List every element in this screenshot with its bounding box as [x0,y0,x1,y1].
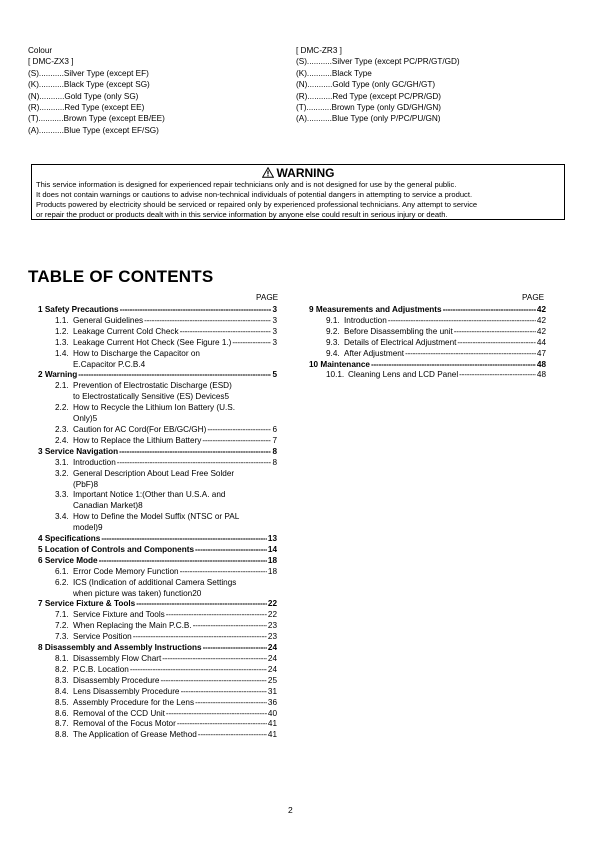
toc-entry-title: P.C.B. Location [73,664,129,674]
toc-entry-title: General Description About Lead Free Solder [73,468,235,478]
toc-entry-number: 10.1. [326,370,345,380]
toc-entry-title: Service Position [73,632,132,642]
toc-entry-title: Before Disassembling the unit [344,326,453,336]
toc-entry-page: 3 [272,326,277,336]
toc-entry [38,338,277,349]
toc-entry-title: ICS (Indication of additional Camera Settings [73,577,237,587]
toc-entry [38,327,277,338]
toc-leader [136,599,267,610]
toc-entry-title: 5 Location of Controls and Components [38,544,195,554]
toc-leader [133,632,267,643]
toc-entry [38,425,277,436]
toc-entry-page: 24 [267,643,277,653]
toc-entry-page: 24 [267,654,277,663]
toc-entry-line [309,338,546,349]
toc-entry-title: After Adjustment [344,348,405,358]
toc-entry-continuation [38,392,277,403]
toc-entry-page: 24 [267,664,277,674]
colour-heading: Colour [28,46,53,55]
page-column-header: PAGE [256,293,279,302]
toc-entry-line [38,436,277,447]
toc-entry-line [38,730,277,741]
toc-entry-title: 3 Service Navigation [38,446,119,456]
toc-entry-title: Removal of the CCD Unit [73,708,165,718]
toc-entry-title: 6 Service Mode [38,555,98,565]
toc-entry [38,370,277,381]
toc-entry [38,556,277,567]
toc-entry [38,305,277,316]
toc-entry-title: Caution for AC Cord(For EB/GC/GH) [73,424,207,434]
toc-entry [38,730,277,741]
toc-entry-title: Removal of the Focus Motor [73,719,176,729]
colour-list-zr3 [296,45,576,125]
warning-line: It does not contain warnings or cautions to advise non-technical individuals of potential dangers in attempting to service a product. [36,190,473,199]
toc-entry-title: Important Notice 1:(Other than U.S.A. and [73,490,226,500]
colour-line: (N)...........Gold Type (only SG) [28,91,139,101]
toc-entry-number: 8.5. [55,697,69,707]
toc-entry-number: 2.1. [55,381,69,391]
toc-entry-page: 22 [267,599,277,609]
toc-entry-title: Introduction [344,315,387,325]
toc-entry-title: How to Recycle the Lithium Ion Battery (U.S. [73,403,235,413]
colour-line: (T)...........Brown Type (only GD/GH/GN) [296,103,441,113]
toc-entry-continuation [38,523,277,534]
toc-entry-page: 42 [536,305,546,314]
toc-entry-page: 47 [536,348,546,358]
warning-line: or repair the product or products dealt with in this service information by anyone else could result in serious injury or death. [36,210,448,219]
toc-entry-number: 8.8. [55,730,69,740]
toc-entry-continuation [38,414,277,425]
toc-leader [181,687,267,698]
toc-entry-page: 5 [272,370,277,380]
warning-triangle-icon [262,167,274,178]
colour-line: (R)...........Red Type (except PC/PR/GD) [296,91,441,101]
toc-entry [309,327,546,338]
toc-entry [38,654,277,665]
toc-entry-number: 9.3. [326,337,340,347]
toc-entry-line [38,512,277,523]
toc-entry-line [38,349,277,360]
toc-entry-title: How to Replace the Lithium Battery [73,435,202,445]
toc-entry [38,665,277,676]
colour-line: (R)...........Red Type (except EE) [28,103,145,113]
toc-entry-continuation [38,480,277,491]
toc-entry [38,698,277,709]
toc-entry [38,381,277,403]
toc-entry-line [38,610,277,621]
toc-entry [38,458,277,469]
toc-entry-title: Lens Disassembly Procedure [73,686,180,696]
toc-leader [202,436,271,447]
toc-entry-line [38,403,277,414]
toc-entry [38,349,277,371]
toc-entry-page: 3 [272,315,277,325]
toc-entry-number: 2.2. [55,403,69,413]
toc-entry [38,469,277,491]
toc-entry-number: 8.6. [55,708,69,718]
toc-entry-number: 9.2. [326,326,340,336]
toc-column-right [309,305,546,381]
toc-entry-number: 1.1. [55,315,69,325]
toc-entry-title: Details of Electrical Adjustment [344,337,457,347]
toc-entry-line [38,556,277,567]
toc-entry-line [309,305,546,316]
toc-entry-page: 8 [272,446,277,456]
toc-entry [38,534,277,545]
toc-entry-page: 36 [267,697,277,707]
toc-entry-number: 8.4. [55,686,69,696]
toc-leader [160,676,266,687]
toc-entry-page: 48 [536,370,546,380]
toc-entry-title: How to Discharge the Capacitor on [73,348,200,358]
toc-entry-line [38,370,277,381]
toc-leader [166,610,267,621]
toc-entry-title-cont: Canadian Market) [73,501,139,511]
toc-entry [38,709,277,720]
colour-line: [ DMC-ZX3 ] [28,57,74,67]
toc-entry-number: 7.1. [55,610,69,620]
toc-entry-line [38,676,277,687]
toc-entry-number: 6.1. [55,566,69,576]
toc-entry-page: 7 [272,435,277,445]
toc-leader [180,567,267,578]
toc-entry-line [38,381,277,392]
toc-entry-title: When Replacing the Main P.C.B. [73,621,192,631]
toc-entry-number: 8.2. [55,664,69,674]
toc-leader [443,305,536,316]
colour-line: (K)...........Black Type [296,68,372,78]
warning-box [31,164,565,220]
toc-entry-line [309,316,546,327]
toc-entry [38,578,277,600]
toc-entry-page: 3 [272,337,277,347]
toc-leader [162,654,267,665]
toc-entry-line [38,719,277,730]
toc-leader [371,360,536,371]
page-column-header: PAGE [522,293,545,302]
toc-entry-line [38,545,277,556]
toc-entry-title: Service Fixture and Tools [73,610,165,620]
toc-entry-line [309,349,546,360]
toc-entry-number: 8.7. [55,719,69,729]
toc-entry-line [38,621,277,632]
toc-entry-line [309,327,546,338]
toc-entry [38,676,277,687]
toc-entry-title: Error Code Memory Function [73,566,179,576]
toc-entry-number: 1.4. [55,348,69,358]
colour-line: (N)...........Gold Type (only GC/GH/GT) [296,80,436,90]
toc-entry-line [38,643,277,654]
toc-entry-line [309,370,546,381]
toc-entry-title-cont: Only) [73,414,93,424]
toc-entry-page: 40 [267,708,277,718]
toc-entry-title: Leakage Current Cold Check [73,326,179,336]
toc-entry-number: 3.3. [55,490,69,500]
toc-entry-title: Disassembly Flow Chart [73,654,162,663]
toc-entry [38,610,277,621]
toc-entry-number: 3.4. [55,512,69,522]
toc-entry-title: Cleaning Lens and LCD Panel [348,370,459,380]
toc-entry-title: 7 Service Fixture & Tools [38,599,136,609]
toc-entry-page: 18 [267,555,277,565]
colour-line: (A)...........Blue Type (only P/PC/PU/GN) [296,114,441,124]
toc-leader [78,370,271,381]
toc-entry-title: 8 Disassembly and Assembly Instructions [38,643,202,653]
toc-entry-line [38,698,277,709]
toc-entry-line [38,709,277,720]
colour-line: (A)...........Blue Type (except EF/SG) [28,125,159,135]
toc-leader [195,698,267,709]
toc-entry [309,370,546,381]
toc-entry-number: 1.3. [55,337,69,347]
toc-entry-title: Disassembly Procedure [73,675,160,685]
toc-leader [166,709,267,720]
toc-entry-page: 42 [536,326,546,336]
toc-entry-line [38,316,277,327]
toc-entry-page: 22 [267,610,277,620]
toc-entry-title-cont: (PbF) [73,479,94,489]
toc-entry-page: 23 [267,621,277,631]
toc-entry [38,512,277,534]
toc-title: TABLE OF CONTENTS [28,267,214,286]
toc-leader [459,370,536,381]
toc-entry-line [38,327,277,338]
toc-entry-page: 31 [267,686,277,696]
toc-entry-page: 5 [224,392,230,402]
warning-title: WARNING [276,166,335,180]
toc-entry-number: 2.3. [55,424,69,434]
toc-entry-number: 1.2. [55,326,69,336]
toc-entry-line [38,469,277,480]
toc-entry-page: 6 [272,424,277,434]
toc-entry [309,316,546,327]
toc-leader [388,316,536,327]
toc-leader [198,730,267,741]
toc-entry [38,632,277,643]
toc-entry [38,643,277,654]
toc-leader [144,316,271,327]
toc-entry-line [38,578,277,589]
toc-entry-page: 14 [267,544,277,554]
toc-entry [38,567,277,578]
toc-entry-line [38,447,277,458]
colour-line: (S)...........Silver Type (except PC/PR/GT/GD) [296,57,460,67]
toc-entry-line [38,632,277,643]
toc-entry-page: 23 [267,632,277,642]
toc-entry-page: 8 [272,457,277,467]
toc-leader [99,556,267,567]
toc-entry-line [38,599,277,610]
toc-entry-title: Introduction [73,457,116,467]
toc-entry-number: 7.3. [55,632,69,642]
toc-entry-title: 2 Warning [38,370,78,380]
toc-leader [120,305,272,316]
toc-entry-page: 44 [536,337,546,347]
colour-line: (K)...........Black Type (except SG) [28,80,150,90]
toc-entry-line [38,338,277,349]
toc-entry-line [38,425,277,436]
toc-leader [119,447,271,458]
toc-entry-number: 8.3. [55,675,69,685]
toc-entry-page: 41 [267,719,277,729]
toc-entry-number: 9.1. [326,315,340,325]
toc-entry-title: 1 Safety Precautions [38,305,119,314]
toc-entry-page: 20 [192,588,202,598]
page-number: 2 [288,805,293,815]
toc-leader [405,349,536,360]
toc-entry-page: 5 [92,414,98,424]
toc-entry-number: 3.2. [55,468,69,478]
toc-entry-page: 48 [536,359,546,369]
toc-entry-page: 9 [98,523,103,533]
toc-entry-number: 7.2. [55,621,69,631]
toc-leader [130,665,267,676]
toc-entry [38,599,277,610]
toc-leader [232,338,271,349]
warning-line: This service information is designed for experienced repair technicians only and is not designed for use by the general public. [36,180,457,189]
toc-leader [177,719,267,730]
toc-leader [207,425,271,436]
toc-entry-continuation [38,501,277,512]
toc-entry-title-cont: to Electrostatically Sensitive (ES) Devices [73,392,225,402]
toc-entry [38,403,277,425]
toc-entry-title-cont: model) [73,523,99,533]
toc-leader [203,643,267,654]
toc-entry-title: Assembly Procedure for the Lens [73,697,195,707]
toc-entry-line [309,360,546,371]
toc-entry-page: 41 [267,730,277,740]
colour-line: (S)...........Silver Type (except EF) [28,68,149,78]
toc-entry-title: How to Define the Model Suffix (NTSC or PAL [73,512,240,522]
toc-leader [193,621,267,632]
toc-entry-page: 4 [140,359,146,369]
toc-entry-number: 8.1. [55,654,69,663]
toc-entry-line [38,665,277,676]
toc-entry-title: 10 Maintenance [309,359,370,369]
toc-entry [38,490,277,512]
toc-entry [38,545,277,556]
toc-leader [195,545,267,556]
toc-entry-line [38,534,277,545]
toc-entry-title-cont: when picture was taken) function [73,588,193,598]
toc-entry-title: Leakage Current Hot Check (See Figure 1.) [73,337,232,347]
warning-text [36,180,560,220]
toc-entry-line [38,490,277,501]
toc-entry [38,621,277,632]
toc-entry [309,360,546,371]
toc-entry-number: 6.2. [55,577,69,587]
toc-entry-page: 3 [272,305,277,314]
toc-entry-line [38,305,277,316]
toc-entry-page: 42 [536,315,546,325]
colour-line: (T)...........Brown Type (except EB/EE) [28,114,165,124]
toc-entry-title: 4 Specifications [38,534,101,544]
toc-entry-page: 8 [93,479,99,489]
colour-line: [ DMC-ZR3 ] [296,46,342,55]
toc-entry-continuation [38,360,277,371]
toc-entry-line [38,687,277,698]
toc-entry-title: 9 Measurements and Adjustments [309,305,442,314]
toc-entry-line [38,567,277,578]
toc-entry-continuation [38,589,277,600]
toc-entry [38,687,277,698]
warning-line: Products powered by electricity should be serviced or repaired only by experienced professional technicians. Any attempt to service [36,200,478,209]
toc-entry-line [38,654,277,665]
toc-entry [309,338,546,349]
toc-entry [309,349,546,360]
toc-entry [38,316,277,327]
toc-leader [117,458,272,469]
toc-entry-page: 18 [267,566,277,576]
colour-list-zx3 [28,45,278,136]
toc-entry-line [38,458,277,469]
toc-entry [38,436,277,447]
toc-entry-title-cont: E.Capacitor P.C.B. [73,359,141,369]
toc-entry-number: 9.4. [326,348,340,358]
toc-leader [101,534,267,545]
toc-entry-page: 13 [267,534,277,544]
toc-leader [457,338,535,349]
toc-entry-title: The Application of Grease Method [73,730,197,740]
toc-entry-page: 25 [267,675,277,685]
toc-entry-number: 2.4. [55,435,69,445]
toc-column-left [38,305,277,741]
toc-entry-number: 3.1. [55,457,69,467]
toc-entry-page: 8 [138,501,143,511]
toc-leader [454,327,536,338]
toc-entry [38,719,277,730]
warning-heading [32,166,564,180]
toc-entry-title: Prevention of Electrostatic Discharge (ESD) [73,381,232,391]
toc-entry-title: General Guidelines [73,315,144,325]
toc-entry [38,447,277,458]
toc-leader [180,327,272,338]
toc-entry [309,305,546,316]
